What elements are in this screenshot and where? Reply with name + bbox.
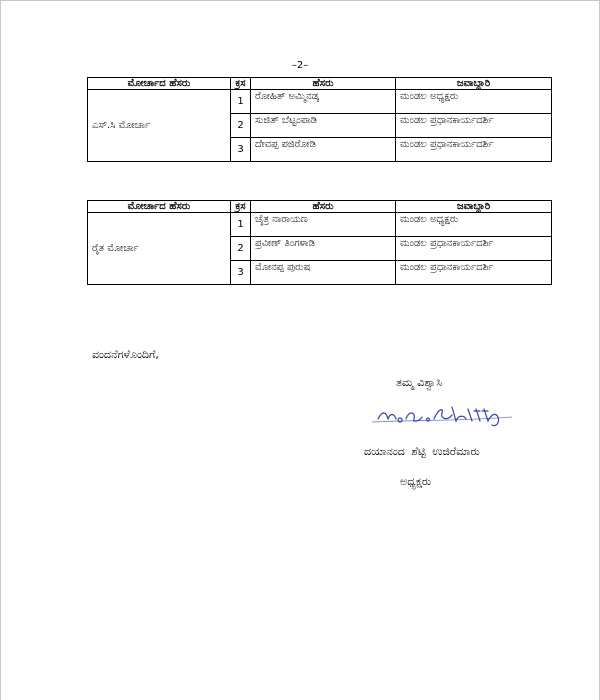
member-role: ಮಂಡಲ ಪ್ರಧಾನಕಾರ್ಯದರ್ಶಿ [396,114,552,138]
table-header-row [88,78,552,90]
signer-designation: ಅಧ್ಯಕ್ಷರು [400,475,432,488]
member-name: ಮೋನಪ್ಪ ಪುರುಷ [251,261,396,285]
member-name: ರೋಹಿತ್ ಅಮ್ಮಿನಡ್ಕ [251,90,396,114]
header-name: ಹೆಸರು [251,78,396,90]
header-name: ಹೆಸರು [251,201,396,213]
page-number: –2– [291,60,309,71]
serial-number: 3 [231,261,251,285]
yours-faithfully: ತಮ್ಮ ವಿಶ್ವಾಸಿ [396,376,443,389]
group-name: ಎಸ್.ಸಿ ಮೋರ್ಚಾ [88,90,231,162]
signer-name: ದಯಾನಂದ ಶೆಟ್ಟಿ ಉಜಿರೆಮಾರು [364,445,480,458]
member-role: ಮಂಡಲ ಅಧ್ಯಕ್ಷರು [396,213,552,237]
group-name: ರೈತ ಮೋರ್ಚಾ [88,213,231,285]
member-role: ಮಂಡಲ ಅಧ್ಯಕ್ಷರು [396,90,552,114]
header-serial: ಕ್ರಸ [231,201,251,213]
member-role: ಮಂಡಲ ಪ್ರಧಾನಕಾರ್ಯದರ್ಶಿ [396,261,552,285]
serial-number: 1 [231,213,251,237]
serial-number: 2 [231,114,251,138]
member-role: ಮಂಡಲ ಪ್ರಧಾನಕಾರ್ಯದರ್ಶಿ [396,138,552,162]
member-role: ಮಂಡಲ ಪ್ರಧಾನಕಾರ್ಯದರ್ಶಿ [396,237,552,261]
signature-image [372,403,522,427]
member-name: ಸುಜಿತ್ ಬೆಟ್ಟಂಪಾಡಿ [251,114,396,138]
header-role: ಜವಾಬ್ದಾರಿ [396,201,552,213]
page-edge [0,0,1,700]
table-row [88,90,552,114]
serial-number: 2 [231,237,251,261]
table-row [88,213,552,237]
closing-line: ವಂದನೆಗಳೊಂದಿಗೆ, [92,348,159,361]
serial-number: 3 [231,138,251,162]
header-role: ಜವಾಬ್ದಾರಿ [396,78,552,90]
committee-table-raitha [87,200,552,285]
serial-number: 1 [231,90,251,114]
table-header-row [88,201,552,213]
page-edge [0,0,600,1]
header-serial: ಕ್ರಸ [231,78,251,90]
member-name: ಪ್ರವೀಣ್ ತಿಂಗಳಾಡಿ [251,237,396,261]
header-group: ಮೋರ್ಚಾದ ಹೆಸರು [88,78,231,90]
header-group: ಮೋರ್ಚಾದ ಹೆಸರು [88,201,231,213]
member-name: ದೇವಪ್ಪ ಪಜಿರೋಡಿ [251,138,396,162]
member-name: ಚೈತ್ರ ನಾರಾಯಣ [251,213,396,237]
committee-table-sc [87,77,552,162]
